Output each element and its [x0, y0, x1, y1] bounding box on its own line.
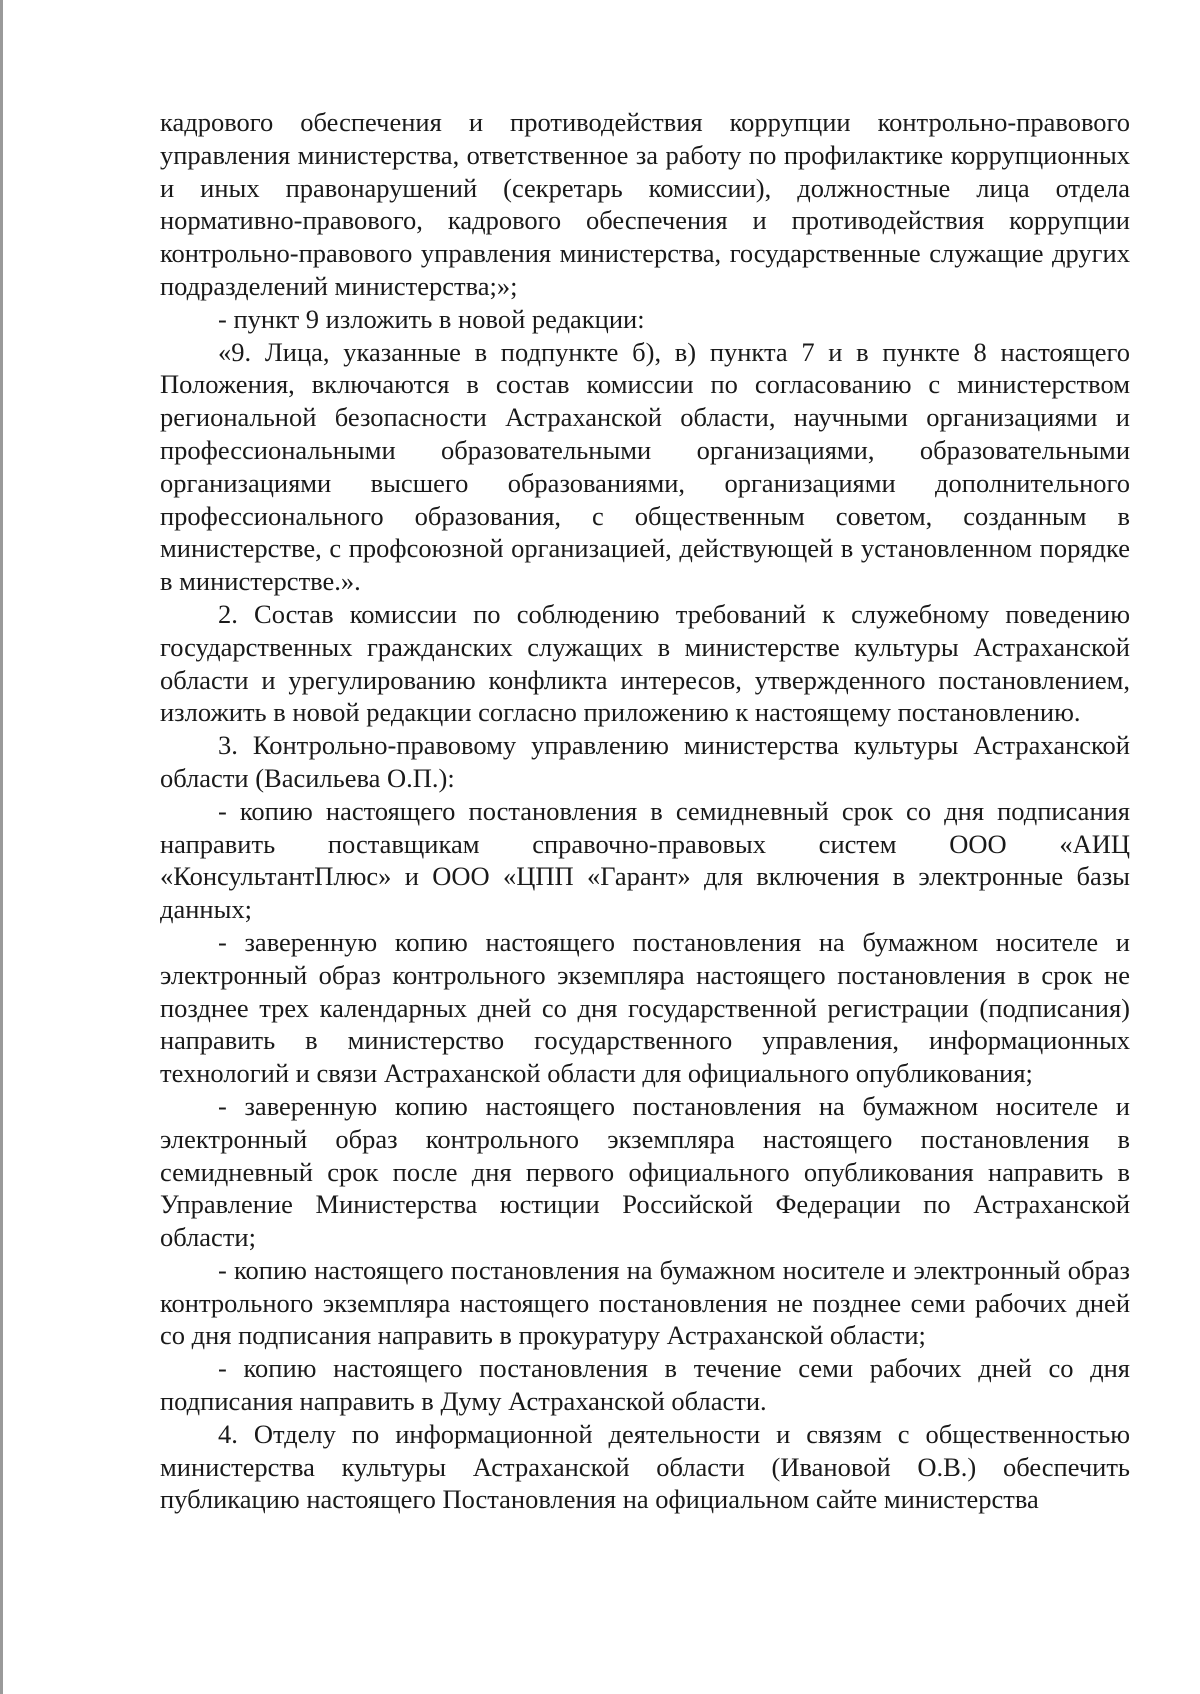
paragraph-copy-publication: - заверенную копию настоящего постановления на бумажном носителе и электронный образ контрольного экземпляра настоящего постановления в срок не позднее трех календарных дней со дня государственной регистрации (подписания) направить в министерство государственного управления, информационных технологий и связи Астраханской области для официального опубликования;: [160, 926, 1130, 1089]
paragraph-copy-legal-systems: - копию настоящего постановления в семидневный срок со дня подписания направить поставщикам справочно-правовых систем ООО «АИЦ «КонсультантПлюс» и ООО «ЦПП «Гарант» для включения в электронные базы данных;: [160, 795, 1130, 925]
paragraph-commission-members: кадрового обеспечения и противодействия коррупции контрольно-правового управления министерства, ответственное за работу по профилактике коррупционных и иных правонарушений (секретарь комиссии), должностные лица отдела нормативно-правового, кадрового обеспечения и противодействия коррупции контрольно-правового управления министерства, государственные служащие других подразделений министерства;»;: [160, 107, 1130, 301]
paragraph-item-9-intro: - пункт 9 изложить в новой редакции:: [218, 303, 645, 334]
paragraph-copy-justice-ministry: - заверенную копию настоящего постановления на бумажном носителе и электронный образ контрольного экземпляра настоящего постановления в семидневный срок после дня первого официального опубликования направить в Управление Министерства юстиции Российской Федерации по Астраханской области;: [160, 1090, 1130, 1253]
document-page: [160, 106, 1130, 1516]
paragraph-section-2: 2. Состав комиссии по соблюдению требований к служебному поведению государственных гражданских служащих в министерстве культуры Астраханской области и урегулированию конфликта интересов, утвержденного постановлением, изложить в новой редакции согласно приложению к настоящему постановлению.: [160, 598, 1130, 728]
paragraph-item-9-text: «9. Лица, указанные в подпункте б), в) пункта 7 и в пункте 8 настоящего Положения, включаются в состав комиссии по согласованию с министерством региональной безопасности Астраханской области, научными организациями и профессиональными образовательными организациями, образовательными организациями высшего образованиями, организациями дополнительного профессионального образования, с общественным советом, созданным в министерстве, с профсоюзной организацией, действующей в установленном порядке в министерстве.».: [160, 336, 1130, 597]
paragraph-section-3: 3. Контрольно-правовому управлению министерства культуры Астраханской области (Васильева О.П.):: [160, 730, 1130, 793]
paragraph-section-4: 4. Отделу по информационной деятельности и связям с общественностью министерства культуры Астраханской области (Ивановой О.В.) обеспечить публикацию настоящего Постановления на официальном сайте министерства: [160, 1418, 1130, 1515]
paragraph-copy-duma: - копию настоящего постановления в течение семи рабочих дней со дня подписания направить в Думу Астраханской области.: [160, 1353, 1130, 1417]
paragraph-copy-prosecutor: - копию настоящего постановления на бумажном носителе и электронный образ контрольного экземпляра настоящего постановления не позднее семи рабочих дней со дня подписания направить в прокуратуру Астраханской области;: [160, 1254, 1130, 1351]
scan-edge: [0, 0, 3, 1694]
